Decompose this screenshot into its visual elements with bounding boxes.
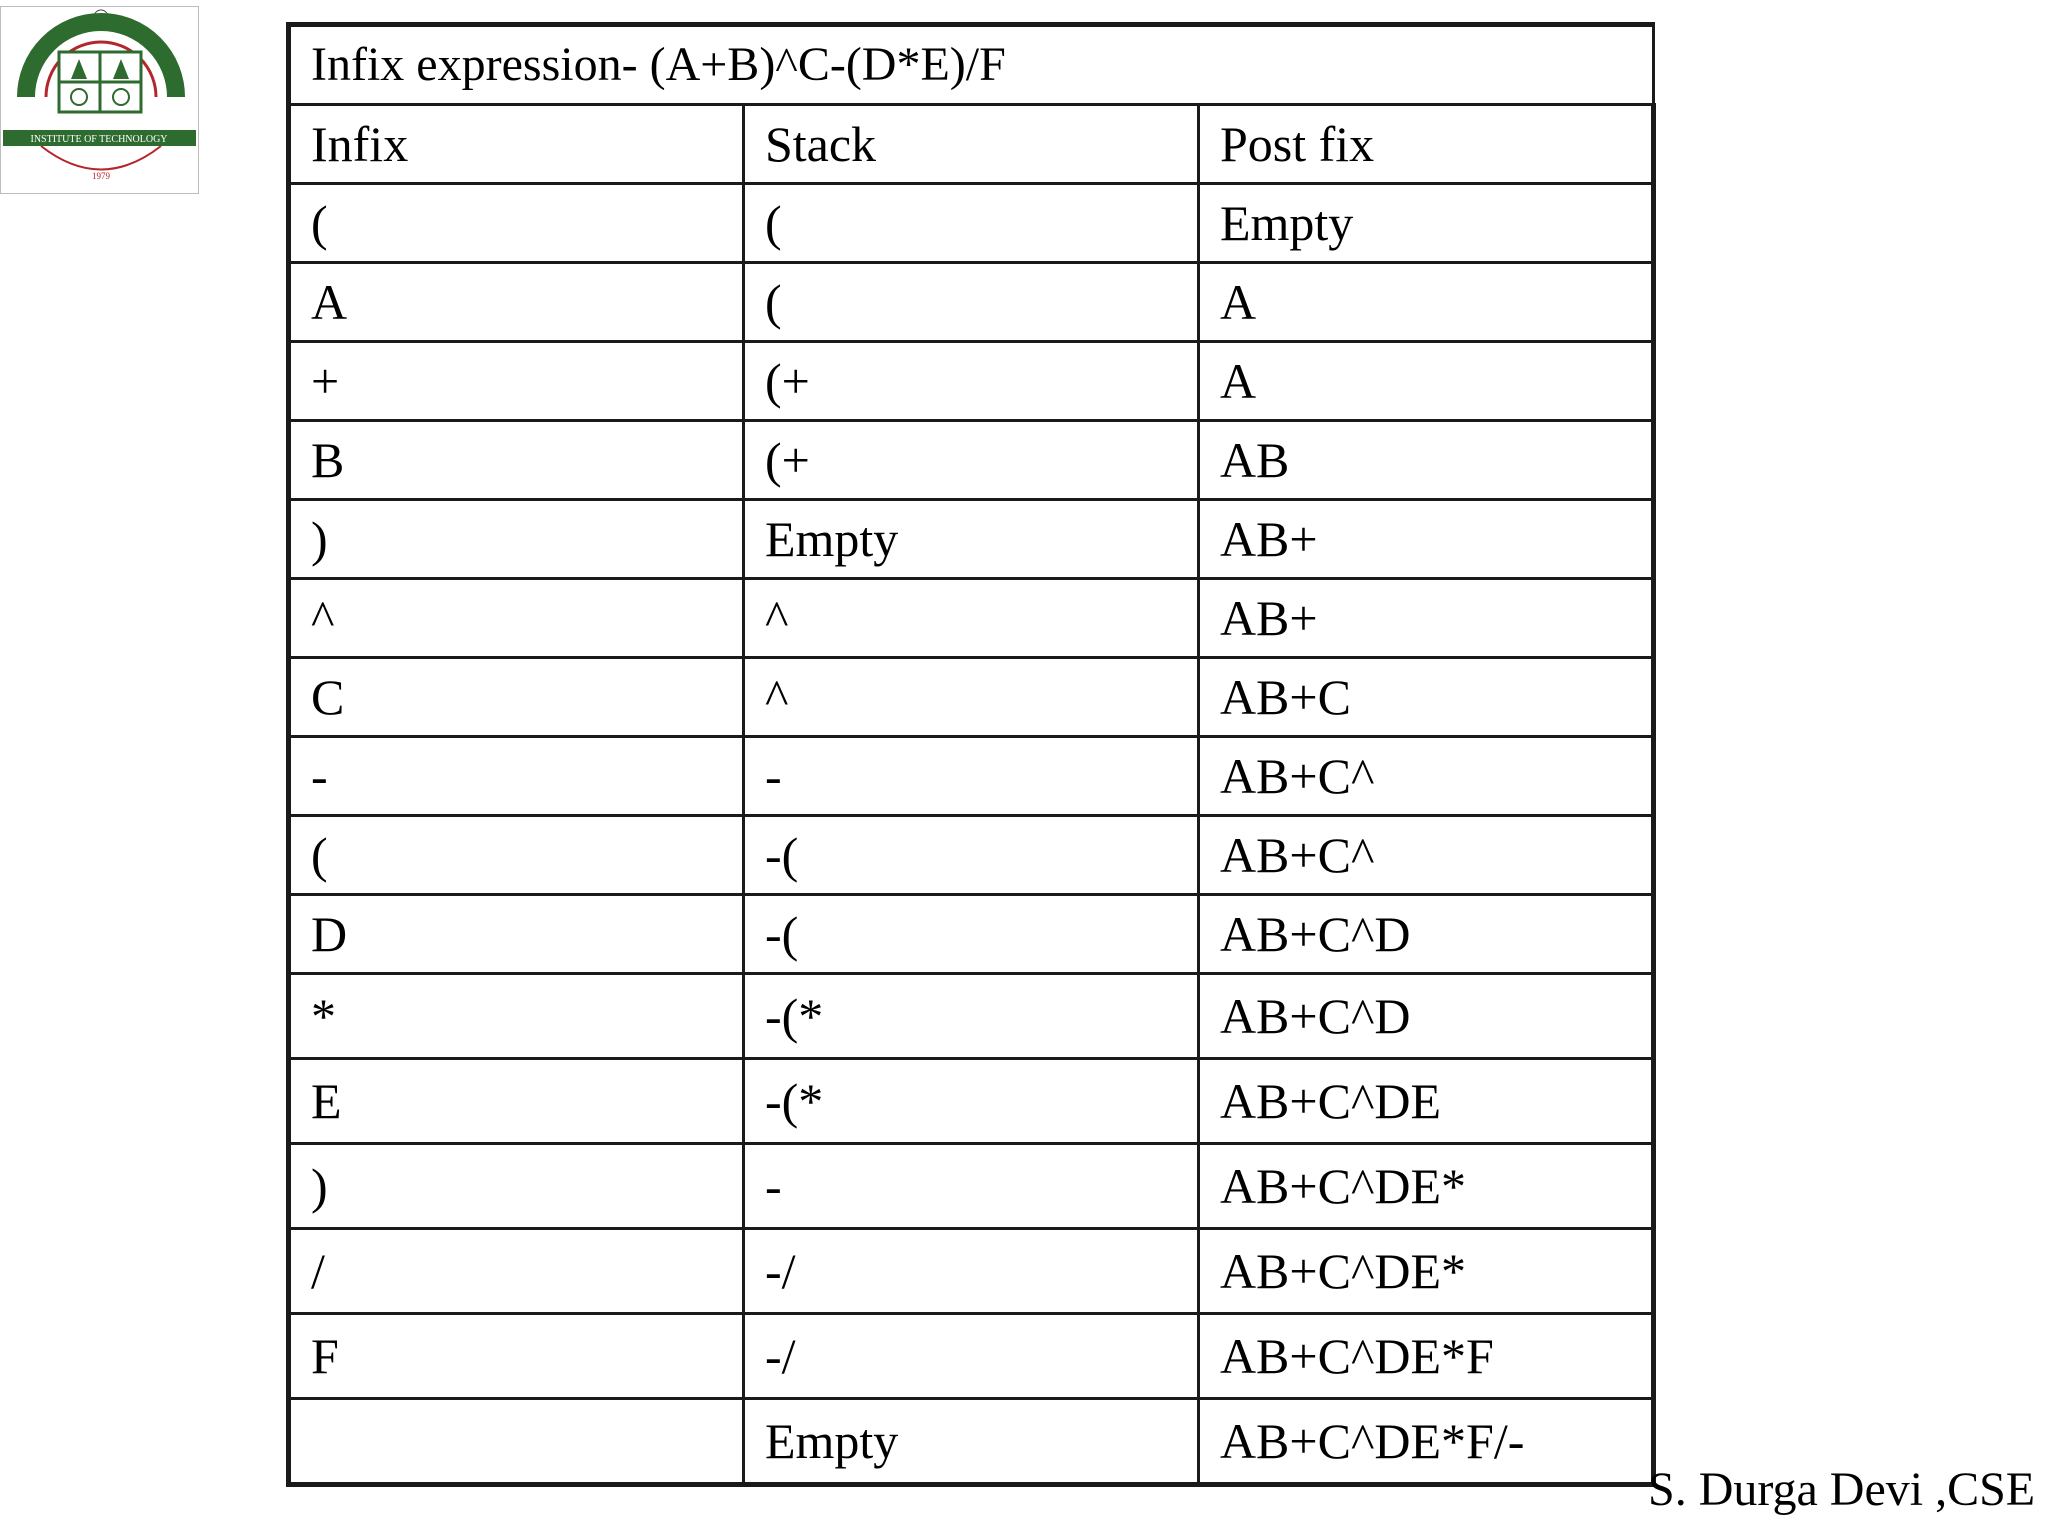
- header-infix: Infix: [289, 105, 744, 184]
- table-row: [289, 579, 1654, 658]
- cell-postfix: A: [1198, 342, 1653, 421]
- cell-stack: (+: [743, 421, 1198, 500]
- cell-infix: F: [289, 1314, 744, 1399]
- cell-postfix: AB+C^DE*F: [1198, 1314, 1653, 1399]
- cell-infix: ): [289, 1144, 744, 1229]
- cell-infix: +: [289, 342, 744, 421]
- table-title: Infix expression- (A+B)^C-(D*E)/F: [289, 25, 1654, 105]
- header-stack: Stack: [743, 105, 1198, 184]
- table-row: [289, 421, 1654, 500]
- cell-stack: Empty: [743, 500, 1198, 579]
- table-row: [289, 1144, 1654, 1229]
- cell-postfix: Empty: [1198, 184, 1653, 263]
- cell-infix: ^: [289, 579, 744, 658]
- cell-postfix: A: [1198, 263, 1653, 342]
- cell-infix: [289, 1399, 744, 1485]
- table-row: [289, 1314, 1654, 1399]
- cell-stack: (: [743, 263, 1198, 342]
- cell-postfix: AB+C^D: [1198, 974, 1653, 1059]
- cell-stack: -: [743, 737, 1198, 816]
- cell-stack: -: [743, 1144, 1198, 1229]
- cell-postfix: AB+C^: [1198, 737, 1653, 816]
- logo-year: 1979: [92, 171, 110, 181]
- table-row: [289, 500, 1654, 579]
- cell-postfix: AB+C^DE*: [1198, 1229, 1653, 1314]
- cell-stack: -(*: [743, 974, 1198, 1059]
- cell-stack: -(: [743, 816, 1198, 895]
- logo-band-text: INSTITUTE OF TECHNOLOGY: [30, 134, 168, 145]
- cell-infix: C: [289, 658, 744, 737]
- cell-infix: A: [289, 263, 744, 342]
- infix-to-postfix-table: [286, 22, 1656, 1487]
- table-row: [289, 737, 1654, 816]
- cell-infix: /: [289, 1229, 744, 1314]
- table-row: [289, 1229, 1654, 1314]
- cell-infix: (: [289, 816, 744, 895]
- cell-infix: D: [289, 895, 744, 974]
- cell-infix: ): [289, 500, 744, 579]
- cell-postfix: AB+C^D: [1198, 895, 1653, 974]
- cell-stack: -(: [743, 895, 1198, 974]
- cell-stack: -/: [743, 1229, 1198, 1314]
- table-header-row: [289, 105, 1654, 184]
- cell-stack: Empty: [743, 1399, 1198, 1485]
- table-row: [289, 184, 1654, 263]
- cell-infix: (: [289, 184, 744, 263]
- table-row: [289, 263, 1654, 342]
- header-postfix: Post fix: [1198, 105, 1653, 184]
- institute-logo: [0, 6, 199, 194]
- cell-postfix: AB+: [1198, 579, 1653, 658]
- emblem-icon: [1, 7, 198, 193]
- cell-infix: -: [289, 737, 744, 816]
- cell-stack: -/: [743, 1314, 1198, 1399]
- cell-postfix: AB+C^DE*: [1198, 1144, 1653, 1229]
- cell-infix: *: [289, 974, 744, 1059]
- table-row: [289, 974, 1654, 1059]
- cell-infix: E: [289, 1059, 744, 1144]
- table-row: [289, 1059, 1654, 1144]
- cell-postfix: AB+C: [1198, 658, 1653, 737]
- cell-stack: -(*: [743, 1059, 1198, 1144]
- cell-stack: (: [743, 184, 1198, 263]
- table-row: [289, 342, 1654, 421]
- cell-infix: B: [289, 421, 744, 500]
- cell-stack: ^: [743, 579, 1198, 658]
- cell-stack: (+: [743, 342, 1198, 421]
- author-footer: S. Durga Devi ,CSE: [1648, 1463, 2036, 1516]
- cell-postfix: AB+C^DE: [1198, 1059, 1653, 1144]
- table-row: [289, 1399, 1654, 1485]
- table-row: [289, 895, 1654, 974]
- table-row: [289, 658, 1654, 737]
- cell-postfix: AB+C^: [1198, 816, 1653, 895]
- cell-postfix: AB: [1198, 421, 1653, 500]
- cell-postfix: AB+C^DE*F/-: [1198, 1399, 1653, 1485]
- cell-stack: ^: [743, 658, 1198, 737]
- cell-postfix: AB+: [1198, 500, 1653, 579]
- table-row: [289, 816, 1654, 895]
